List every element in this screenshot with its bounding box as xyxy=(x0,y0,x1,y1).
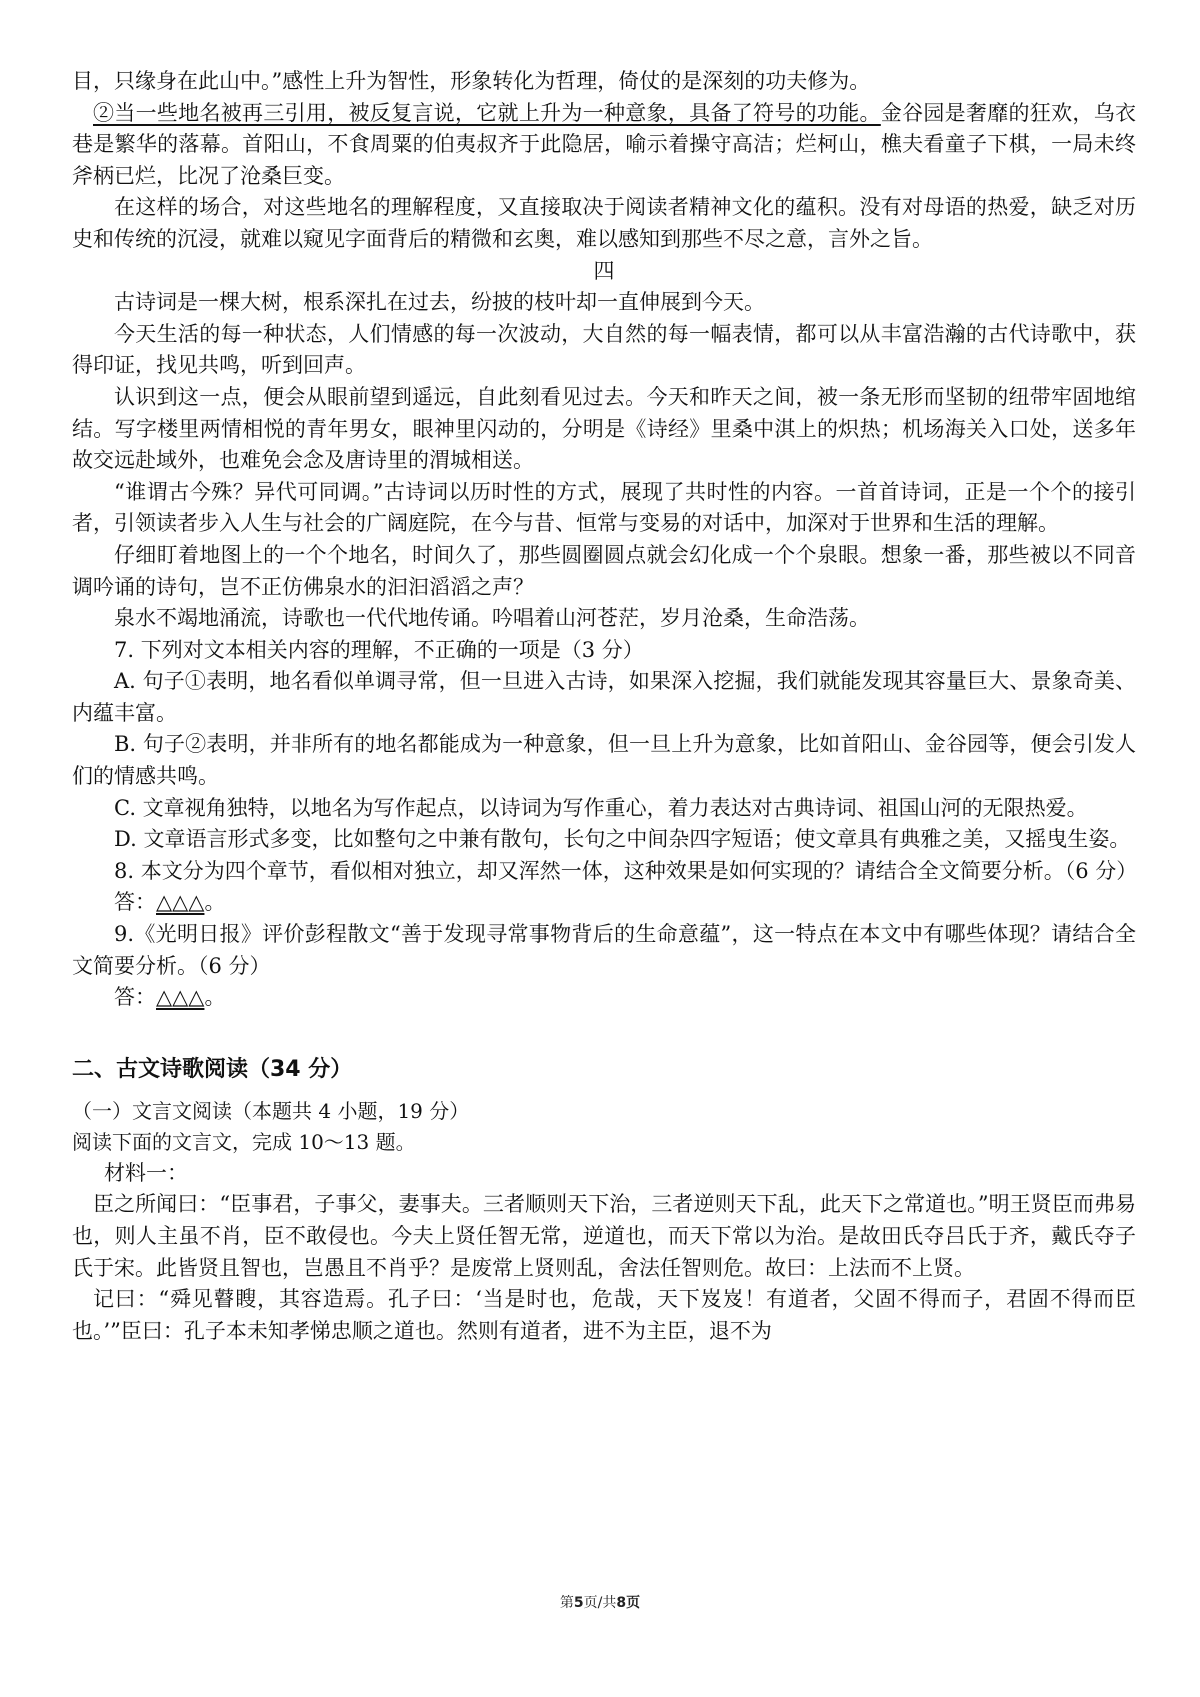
paragraph-imagery xyxy=(72,98,1136,193)
underlined-sentence-2: ②当一些地名被再三引用，被反复言说，它就上升为一种意象，具备了符号的功能。 xyxy=(93,100,881,125)
question-8: 8. 本文分为四个章节，看似相对独立，却又浑然一体，这种效果是如何实现的？请结合全文简要分析。（6 分） xyxy=(114,858,1138,883)
section-four-heading: 四 xyxy=(593,258,615,283)
answer-end: 。 xyxy=(204,985,226,1010)
answer-label: 答： xyxy=(114,985,156,1010)
classical-paragraph: 记曰：“舜见瞽瞍，其容造焉。孔子曰：‘当是时也，危哉，天下岌岌！有道者，父固不得而子，君固不得而臣也。’”臣曰：孔子本未知孝悌忠顺之道也。然则有道者，进不为主臣，退不为 xyxy=(72,1287,1136,1343)
section-spacer xyxy=(72,1014,1136,1054)
page-footer xyxy=(0,1592,1200,1612)
title-spacer xyxy=(72,1086,1136,1096)
answer-line-9 xyxy=(72,982,1136,1014)
question-7: 7. 下列对文本相关内容的理解，不正确的一项是（3 分） xyxy=(114,637,644,662)
option-d: D. 文章语言形式多变，比如整句之中兼有散句，长句之中间杂四字短语；使文章具有典雅之美，又摇曳生姿。 xyxy=(114,827,1131,852)
section-two-instruction: 阅读下面的文言文，完成 10～13 题。 xyxy=(72,1129,416,1154)
answer-line-8 xyxy=(72,887,1136,919)
section-two-title: 二、古文诗歌阅读（34 分） xyxy=(72,1056,353,1082)
section-two-subtitle: （一）文言文阅读（本题共 4 小题，19 分） xyxy=(72,1098,470,1123)
answer-label: 答： xyxy=(114,890,156,915)
material-label: 材料一： xyxy=(104,1160,188,1185)
imagery-examples: 金谷园是奢靡的狂欢，乌衣巷是繁华的落幕。首阳山，不食周粟的伯夷叔齐于此隐居，喻示着操守高洁；烂柯山，樵夫看童子下棋，一局未终斧柄已烂，比况了沧桑巨变。 xyxy=(72,100,1137,188)
footer-total-pages: 8 xyxy=(616,1595,627,1611)
paragraph-continued: 目，只缘身在此山中。”感性上升为智性，形象转化为哲理，倚仗的是深刻的功夫修为。 xyxy=(72,69,871,93)
page-content xyxy=(72,66,1136,1347)
question-9: 9.《光明日报》评价彭程散文“善于发现寻常事物背后的生命意蕴”，这一特点在本文中有哪些体现？请结合全文简要分析。（6 分） xyxy=(72,922,1136,978)
answer-end: 。 xyxy=(204,890,226,915)
footer-suffix: 页 xyxy=(626,1595,641,1611)
option-c: C. 文章视角独特，以地名为写作起点，以诗词为写作重心，着力表达对古典诗词、祖国山河的无限热爱。 xyxy=(114,795,1088,820)
answer-blank: △△△ xyxy=(156,890,205,915)
paragraph-understanding: 在这样的场合，对这些地名的理解程度，又直接取决于阅读者精神文化的蕴积。没有对母语的热爱，缺乏对历史和传统的沉浸，就难以窥见字面背后的精微和玄奥，难以感知到那些不尽之意，言外之旨。 xyxy=(72,195,1136,251)
section-four-paragraph: 今天生活的每一种状态，人们情感的每一次波动，大自然的每一幅表情，都可以从丰富浩瀚的古代诗歌中，获得印证，找见共鸣，听到回声。 xyxy=(72,321,1136,378)
section-four-paragraph: 仔细盯着地图上的一个个地名，时间久了，那些圆圈圆点就会幻化成一个个泉眼。想象一番，那些被以不同音调吟诵的诗句，岂不正仿佛泉水的汩汩滔滔之声？ xyxy=(72,542,1136,599)
option-a: A. 句子①表明，地名看似单调寻常，但一旦进入古诗，如果深入挖掘，我们就能发现其容量巨大、景象奇美、内蕴丰富。 xyxy=(72,669,1136,725)
footer-middle: 页/共 xyxy=(583,1595,617,1611)
section-four-paragraph: 古诗词是一棵大树，根系深扎在过去，纷披的枝叶却一直伸展到今天。 xyxy=(114,290,765,315)
option-b: B. 句子②表明，并非所有的地名都能成为一种意象，但一旦上升为意象，比如首阳山、金谷园等，便会引发人们的情感共鸣。 xyxy=(72,732,1136,789)
section-four-paragraph: 泉水不竭地涌流，诗歌也一代代地传诵。吟唱着山河苍茫，岁月沧桑，生命浩荡。 xyxy=(114,606,870,631)
footer-page-number: 5 xyxy=(573,1595,584,1611)
section-four-paragraph: 认识到这一点，便会从眼前望到遥远，自此刻看见过去。今天和昨天之间，被一条无形而坚韧的纽带牢固地绾结。写字楼里两情相悦的青年男女，眼神里闪动的，分明是《诗经》里桑中淇上的炽热；机场海关入口处，送多年故交远赴域外，也难免会念及唐诗里的渭城相送。 xyxy=(72,384,1136,473)
footer-prefix: 第 xyxy=(559,1595,574,1611)
section-four-paragraph: “谁谓古今殊？异代可同调。”古诗词以历时性的方式，展现了共时性的内容。一首首诗词，正是一个个的接引者，引领读者步入人生与社会的广阔庭院，在今与昔、恒常与变易的对话中，加深对于世界和生活的理解。 xyxy=(72,479,1136,536)
classical-paragraph: 臣之所闻曰：“臣事君，子事父，妻事夫。三者顺则天下治，三者逆则天下乱，此天下之常道也。”明王贤臣而弗易也，则人主虽不肖，臣不敢侵也。今夫上贤任智无常，逆道也，而天下常以为治。是故田氏夺吕氏于齐，戴氏夺子氏于宋。此皆贤且智也，岂愚且不肖乎？是废常上贤则乱，舍法任智则危。故曰：上法而不上贤。 xyxy=(72,1192,1136,1280)
answer-blank: △△△ xyxy=(156,985,205,1010)
